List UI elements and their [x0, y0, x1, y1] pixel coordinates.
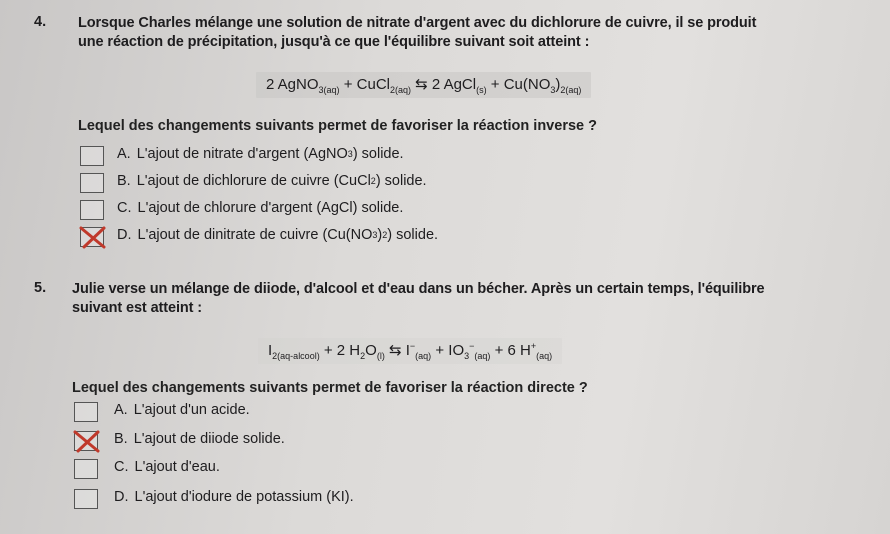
checkmark-x-icon — [78, 225, 108, 250]
option-sub: 2 — [370, 176, 376, 186]
option-tail: ) — [377, 227, 383, 243]
checkmark-x-icon — [72, 429, 102, 454]
q5-option-d-checkbox[interactable] — [74, 489, 98, 509]
question-5-stem-line1: Julie verse un mélange de diiode, d'alcool et d'eau dans un bécher. Après un certain temps, l'équilibre — [72, 281, 765, 297]
option-text: L'ajout de dinitrate de cuivre (Cu(NO — [137, 227, 373, 243]
option-letter: C. — [114, 459, 129, 475]
question-4-equation: 2 AgNO$_{3(aq)}$ + CuCl$_{2(aq)}$ ⇆ 2 AgCl$_{(s)}$ + $Cu(NO_3)_{2(aq)}$ — [256, 72, 591, 98]
q4-option-d-checkbox[interactable] — [80, 227, 104, 247]
option-letter: B. — [114, 431, 128, 447]
option-letter: C. — [117, 200, 132, 216]
option-text: L'ajout d'un acide. — [133, 402, 250, 418]
q4-option-d — [117, 227, 438, 243]
option-letter: A. — [117, 146, 131, 162]
option-text: L'ajout de dichlorure de cuivre (CuCl — [136, 173, 371, 189]
question-4-stem-line2: une réaction de précipitation, jusqu'à ce que l'équilibre suivant soit atteint : — [78, 34, 590, 50]
q4-option-a — [117, 146, 404, 162]
option-letter: A. — [114, 402, 128, 418]
option-text: L'ajout de diiode solide. — [133, 431, 285, 447]
q4-option-b — [117, 173, 427, 189]
question-5-prompt: Lequel des changements suivants permet de favoriser la réaction directe ? — [72, 380, 588, 396]
option-tail: ) solide. — [352, 146, 404, 162]
question-5-number: 5. — [34, 280, 47, 296]
option-text: L'ajout d'iodure de potassium (KI). — [134, 489, 354, 505]
q5-option-d — [114, 489, 354, 505]
q5-option-b-checkbox[interactable] — [74, 431, 98, 451]
question-4-stem-line1: Lorsque Charles mélange une solution de nitrate d'argent avec du dichlorure de cuivre, il se produit — [78, 15, 757, 31]
option-text: L'ajout de chlorure d'argent (AgCl) solide. — [137, 200, 404, 216]
q4-option-c-checkbox[interactable] — [80, 200, 104, 220]
option-text: L'ajout d'eau. — [134, 459, 220, 475]
question-4-number: 4. — [34, 14, 47, 30]
q4-option-b-checkbox[interactable] — [80, 173, 104, 193]
q4-option-a-checkbox[interactable] — [80, 146, 104, 166]
option-text: L'ajout de nitrate d'argent (AgNO — [136, 146, 348, 162]
q5-option-a — [114, 402, 250, 418]
q5-option-a-checkbox[interactable] — [74, 402, 98, 422]
question-4-prompt: Lequel des changements suivants permet de favoriser la réaction inverse ? — [78, 118, 597, 134]
q5-option-b — [114, 431, 285, 447]
question-5-stem-line2: suivant est atteint : — [72, 300, 203, 316]
option-sub: 3 — [372, 230, 378, 240]
option-letter: D. — [117, 227, 132, 243]
option-sub: 3 — [347, 149, 353, 159]
option-tail: ) solide. — [375, 173, 427, 189]
option-letter: D. — [114, 489, 129, 505]
q4-option-c — [117, 200, 403, 216]
option-tail2: ) solide. — [387, 227, 439, 243]
option-letter: B. — [117, 173, 131, 189]
q5-option-c — [114, 459, 220, 475]
option-sub2: 2 — [382, 230, 388, 240]
question-5-equation: $I_{2(aq-alcool)} + 2$ $H_2O_{(l)}$ ⇆ $I^-_{(aq)} + IO_3^-_{(aq)} + 6$ $H^+_{(aq)}$ — [258, 338, 562, 364]
q5-option-c-checkbox[interactable] — [74, 459, 98, 479]
